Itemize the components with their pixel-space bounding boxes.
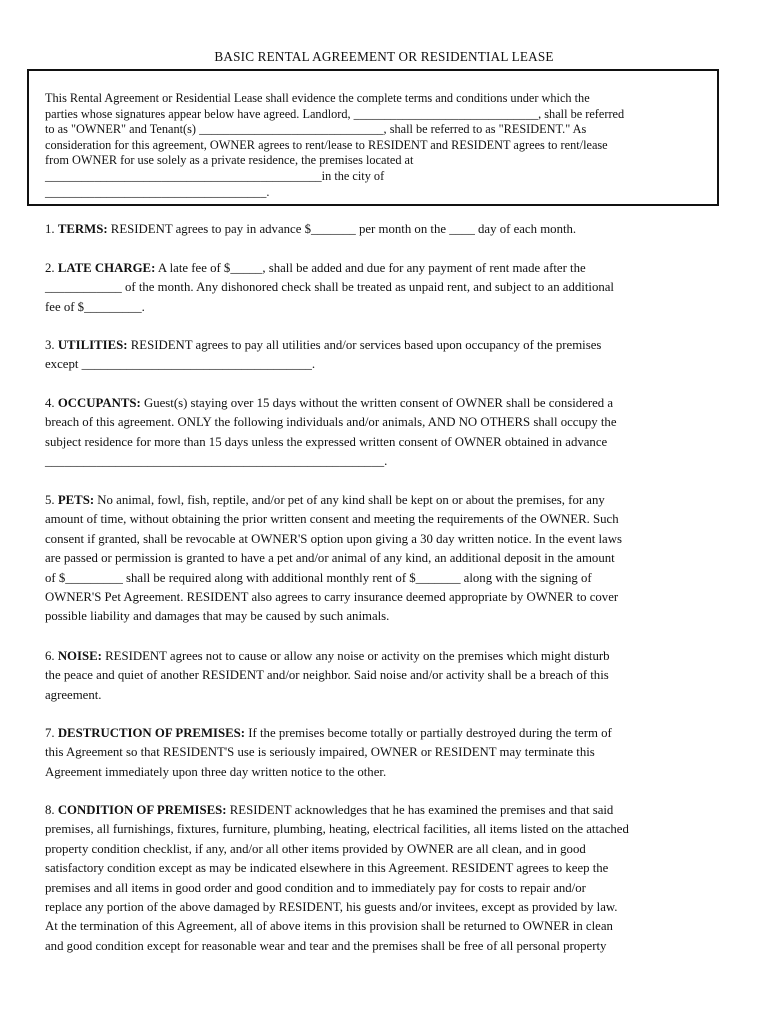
clause-line: ____________ of the month. Any dishonored check shall be treated as unpaid rent, and subject to an additional [45, 280, 614, 295]
clause-line: satisfactory condition except as may be indicated elsewhere in this Agreement. RESIDENT agrees to keep the [45, 861, 609, 876]
clause-line [45, 647, 720, 666]
clause-text: RESIDENT agrees to pay in advance $_______ per month on the ____ day of each month. [110, 222, 577, 236]
clause-noise [45, 647, 720, 705]
clause-number: 5. [45, 493, 55, 507]
intro-line: from OWNER for use solely as a private residence, the premises located at [45, 153, 414, 168]
clause-line: fee of $_________. [45, 299, 145, 314]
clause-number: 3. [45, 338, 55, 352]
clause-line: possible liability and damages that may be caused by such animals. [45, 609, 390, 624]
clause-line: Agreement immediately upon three day written notice to the other. [45, 764, 387, 779]
intro-line: to as "OWNER" and Tenant(s) ______________________________, shall be referred to as "RESIDENT." As [45, 122, 587, 137]
clause-text: RESIDENT acknowledges that he has examined the premises and that said [229, 803, 614, 817]
clause-line [45, 724, 720, 743]
clause-line [45, 336, 720, 355]
clause-number: 6. [45, 649, 55, 663]
clause-heading: NOISE: [57, 649, 102, 663]
intro-line: consideration for this agreement, OWNER agrees to rent/lease to RESIDENT and RESIDENT agrees to rent/lease [45, 137, 608, 152]
clause-heading: OCCUPANTS: [57, 396, 141, 410]
clause-number: 2. [45, 261, 55, 275]
clause-line: property condition checklist, if any, and/or all other items provided by OWNER are all clean, and in good [45, 841, 586, 856]
clause-line [45, 394, 720, 413]
clause-text: No animal, fowl, fish, reptile, and/or pet of any kind shall be kept on or about the premises, for any [97, 493, 605, 507]
clause-late-charge [45, 259, 720, 317]
clause-text: Guest(s) staying over 15 days without the written consent of OWNER shall be considered a [143, 396, 614, 410]
clause-text: If the premises become totally or partially destroyed during the term of [248, 726, 612, 740]
clause-line: consent if granted, shall be revocable at OWNER'S option upon giving a 30 day written notice. In the event laws [45, 531, 622, 546]
clause-line: premises, all furnishings, fixtures, furniture, plumbing, heating, electrical facilities, all items listed on the attached [45, 822, 629, 837]
intro-paragraph [45, 91, 715, 200]
clause-heading: TERMS: [57, 222, 108, 236]
clause-line: and good condition except for reasonable wear and tear and the premises shall be free of all personal property [45, 938, 607, 953]
clause-line: _____________________________________________________. [45, 454, 388, 469]
clause-text: A late fee of $_____, shall be added and due for any payment of rent made after the [157, 261, 586, 275]
clause-heading: PETS: [57, 493, 95, 507]
clause-line: agreement. [45, 687, 102, 702]
clause-line: are passed or permission is granted to have a pet and/or animal of any kind, an additional deposit in the amount [45, 551, 615, 566]
clause-line [45, 491, 720, 510]
clause-heading: DESTRUCTION OF PREMISES: [57, 726, 246, 740]
clause-line: OWNER'S Pet Agreement. RESIDENT also agrees to carry insurance deemed appropriate by OWNER to cover [45, 590, 619, 605]
clause-line: amount of time, without obtaining the prior written consent and meeting the requirements of the OWNER. Such [45, 512, 619, 527]
intro-line: _____________________________________________in the city of [45, 168, 385, 183]
clause-terms [45, 220, 720, 239]
clause-occupants [45, 394, 720, 472]
clause-line [45, 801, 720, 820]
clause-line: replace any portion of the above damaged by RESIDENT, his guests and/or invitees, except as provided by law. [45, 900, 618, 915]
clause-line: premises and all items in good order and good condition and to immediately pay for costs to repair and/or [45, 880, 586, 895]
clause-number: 7. [45, 726, 55, 740]
clause-line: of $_________ shall be required along with additional monthly rent of $_______ along with the signing of [45, 570, 592, 585]
clause-pets [45, 491, 720, 627]
clause-line [45, 259, 720, 278]
clause-line: the peace and quiet of another RESIDENT and/or neighbor. Said noise and/or activity shall be a breach of this [45, 668, 609, 683]
clause-utilities [45, 336, 720, 375]
clause-line: this Agreement so that RESIDENT'S use is seriously impaired, OWNER or RESIDENT may terminate this [45, 745, 595, 760]
clause-line: breach of this agreement. ONLY the following individuals and/or animals, AND NO OTHERS shall occupy the [45, 415, 617, 430]
clause-line: except ____________________________________. [45, 357, 316, 372]
clause-heading: LATE CHARGE: [57, 261, 156, 275]
clause-number: 1. [45, 222, 55, 236]
clause-destruction-of-premises [45, 724, 720, 782]
clause-text: RESIDENT agrees to pay all utilities and/or services based upon occupancy of the premises [130, 338, 602, 352]
clause-heading: UTILITIES: [57, 338, 128, 352]
intro-line: ____________________________________. [45, 184, 270, 199]
clause-heading: CONDITION OF PREMISES: [57, 803, 227, 817]
clause-line [45, 220, 720, 239]
clause-number: 8. [45, 803, 55, 817]
intro-line: This Rental Agreement or Residential Lease shall evidence the complete terms and conditions under which the [45, 91, 590, 105]
clause-line: subject residence for more than 15 days unless the expressed written consent of OWNER obtained in advance [45, 434, 608, 449]
document-title: BASIC RENTAL AGREEMENT OR RESIDENTIAL LEASE [214, 49, 554, 64]
intro-line: parties whose signatures appear below have agreed. Landlord, ______________________________, shall be referred [45, 106, 625, 121]
clause-condition-of-premises [45, 801, 720, 956]
clause-number: 4. [45, 396, 55, 410]
clause-line: At the termination of this Agreement, all of above items in this provision shall be returned to OWNER in clean [45, 919, 613, 934]
clause-text: RESIDENT agrees not to cause or allow any noise or activity on the premises which might disturb [105, 649, 610, 663]
